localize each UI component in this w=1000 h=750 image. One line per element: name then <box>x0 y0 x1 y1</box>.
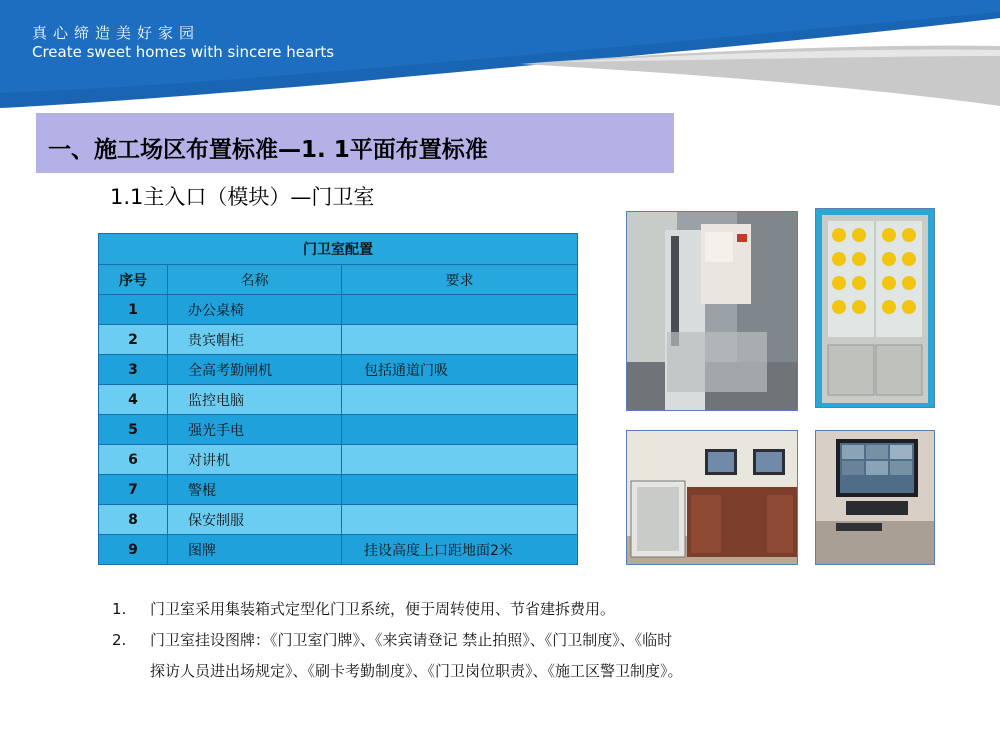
note-number: 1. <box>112 600 127 618</box>
note-number: 2. <box>112 631 127 649</box>
row-item-name: 全高考勤闸机 <box>168 355 342 385</box>
note-text: 门卫室采用集装箱式定型化门卫系统，便于周转使用、节省建拆费用。 <box>150 600 616 618</box>
table-row <box>99 415 578 445</box>
row-item-name: 警棍 <box>168 475 342 505</box>
row-requirement: 挂设高度上口距地面2米 <box>342 535 578 565</box>
row-requirement <box>342 505 578 535</box>
row-item-name: 对讲机 <box>168 445 342 475</box>
row-number: 5 <box>99 415 168 445</box>
row-number: 2 <box>99 325 168 355</box>
office-desk-photo <box>626 430 798 565</box>
table-caption: 门卫室配置 <box>99 234 578 265</box>
gate-turnstile-photo <box>626 211 798 411</box>
row-number: 4 <box>99 385 168 415</box>
row-number: 1 <box>99 295 168 325</box>
row-requirement <box>342 385 578 415</box>
table-row <box>99 295 578 325</box>
row-item-name: 强光手电 <box>168 415 342 445</box>
row-number: 6 <box>99 445 168 475</box>
row-number: 9 <box>99 535 168 565</box>
table-row <box>99 445 578 475</box>
table-row <box>99 535 578 565</box>
table-row <box>99 385 578 415</box>
column-header-number: 序号 <box>99 265 168 295</box>
table-row <box>99 475 578 505</box>
helmet-cabinet-photo <box>815 208 935 408</box>
column-header-name: 名称 <box>168 265 342 295</box>
list-item <box>112 625 683 687</box>
row-requirement <box>342 295 578 325</box>
row-item-name: 图牌 <box>168 535 342 565</box>
row-number: 7 <box>99 475 168 505</box>
row-requirement <box>342 415 578 445</box>
row-item-name: 贵宾帽柜 <box>168 325 342 355</box>
table-row <box>99 505 578 535</box>
table-row <box>99 325 578 355</box>
row-requirement <box>342 325 578 355</box>
row-requirement <box>342 475 578 505</box>
note-text-continued: 探访人员进出场规定》、《刷卡考勤制度》、《门卫岗位职责》、《施工区警卫制度》。 <box>150 662 683 680</box>
table-row <box>99 355 578 385</box>
monitor-console-photo <box>815 430 935 565</box>
row-requirement <box>342 445 578 475</box>
notes-list <box>112 594 683 687</box>
row-number: 3 <box>99 355 168 385</box>
list-item <box>112 594 683 625</box>
guardhouse-config-table <box>98 233 578 565</box>
brand-slogan-cn: 真心缔造美好家园 <box>32 24 201 42</box>
section-subtitle: 1.1主入口（模块）—门卫室 <box>110 185 375 209</box>
row-item-name: 办公桌椅 <box>168 295 342 325</box>
row-item-name: 监控电脑 <box>168 385 342 415</box>
row-item-name: 保安制服 <box>168 505 342 535</box>
row-requirement: 包括通道门吸 <box>342 355 578 385</box>
note-text: 门卫室挂设图牌：《门卫室门牌》、《来宾请登记 禁止拍照》、《门卫制度》、《临时 <box>150 631 673 649</box>
column-header-requirement: 要求 <box>342 265 578 295</box>
section-title: 一、施工场区布置标准—1. 1平面布置标准 <box>48 137 488 163</box>
row-number: 8 <box>99 505 168 535</box>
brand-slogan-en: Create sweet homes with sincere hearts <box>32 43 335 61</box>
